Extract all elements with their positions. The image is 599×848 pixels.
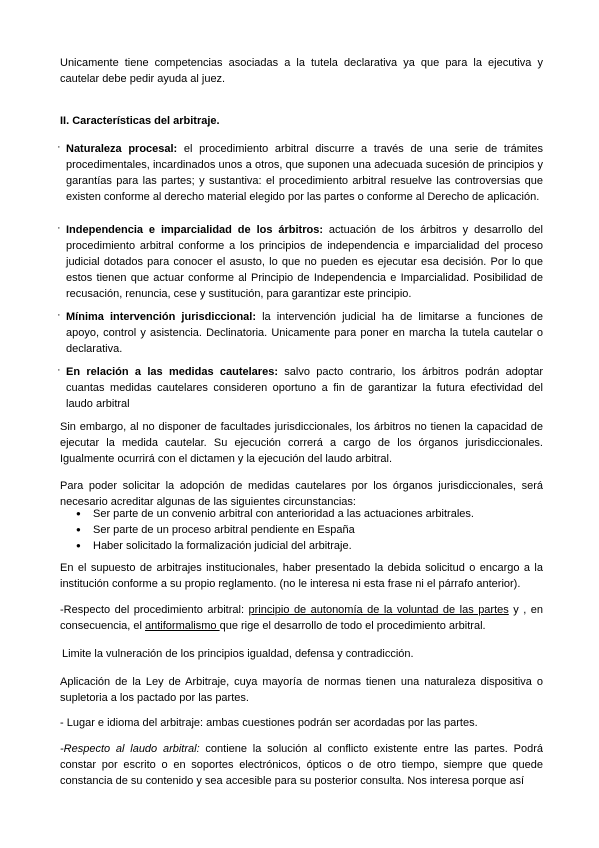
bullet-minima-intervencion <box>57 309 543 357</box>
section-heading: II. Características del arbitraje. <box>60 115 220 127</box>
bullet-marker: · <box>57 309 61 321</box>
circumstances-list <box>76 506 536 554</box>
bullet-naturaleza-procesal <box>57 141 543 205</box>
paragraph-supuesto: En el supuesto de arbitrajes institucionales, haber presentado la debida solicitud o encargo a la institución conforme a su propio reglamento. (no le interesa ni esta frase ni el párrafo anterior). <box>60 562 543 590</box>
bullet-text: la intervención judicial ha de limitarse a funciones de apoyo, control y asistencia. Declinatoria. Unicamente para poner en marcha la tutela cautelar o declarativa. <box>66 311 544 355</box>
underlined-text: principio de autonomía de la voluntad de las partes <box>248 604 509 616</box>
text-run: que rige el desarrollo de todo el procedimiento arbitral. <box>219 620 486 632</box>
paragraph-lugar-idioma: - Lugar e idioma del arbitraje: ambas cuestiones podrán ser acordadas por las partes. <box>60 717 478 729</box>
bullet-title: Naturaleza procesal: <box>66 143 178 155</box>
paragraph-laudo <box>60 741 543 789</box>
underlined-text: antiformalismo <box>145 620 220 632</box>
bullet-medidas-cautelares <box>57 364 543 412</box>
bullet-text: salvo pacto contrario, los árbitros podrán adoptar cuantas medidas cautelares consideren oportuno a fin de garantizar la futura efectividad del laudo arbitral <box>66 366 543 410</box>
paragraph-aplicacion: Aplicación de la Ley de Arbitraje, cuya mayoría de normas tienen una naturaleza dispositiva o supletoria a los pactado por las partes. <box>60 676 543 704</box>
paragraph-limite: Limite la vulneración de los principios igualdad, defensa y contradicción. <box>62 648 414 660</box>
laudo-label: -Respecto al laudo arbitral: <box>60 743 200 755</box>
bullet-marker: · <box>57 222 61 234</box>
bullet-marker: · <box>57 364 61 376</box>
bullet-title: En relación a las medidas cautelares: <box>66 366 278 378</box>
laudo-text: contiene la solución al conflicto existente entre las partes. Podrá constar por escrito o en soportes electrónicos, ópticos o de otro tiempo, siempre que quede constancia de su contenido y sea accesible para su posterior consulta. Nos interesa porque así <box>60 743 543 787</box>
bullet-text: el procedimiento arbitral discurre a través de una serie de trámites procedimentales, incardinados unos a otros, que suponen una adecuada sucesión de principios y garantías para las partes; y sustantiva: el procedimiento arbitral resuelve las controversias que existen conforme al derecho material elegido por las partes o conforme al Derecho de aplicación. <box>66 143 543 203</box>
paragraph-sin-embargo: Sin embargo, al no disponer de facultades jurisdiccionales, los árbitros no tienen la capacidad de ejecutar la medida cautelar. Su ejecución correrá a cargo de los órganos jurisdiccionales. Igualmente ocurrirá con el dictamen y la ejecución del laudo arbitral. <box>60 421 543 465</box>
bullet-independencia <box>57 222 543 302</box>
bullet-title: Independencia e imparcialidad de los árbitros: <box>66 224 323 236</box>
paragraph-respecto-procedimiento <box>60 602 543 634</box>
bullet-text: actuación de los árbitros y desarrollo del procedimiento arbitral conforme a los principios de independencia e imparcialidad del proceso judicial dotados para conocer el asusto, lo que no pueden es ejecutar esa decisión. Por lo que estos tienen que actuar conforme al Principio de Independencia e Imparcialidad. Posibilidad de recusación, renuncia, cese y sustitución, para garantizar este principio. <box>66 224 543 300</box>
bullet-marker: · <box>57 141 61 153</box>
list-item: ● Haber solicitado la formalización judicial del arbitraje. <box>76 538 536 554</box>
paragraph-para-poder: Para poder solicitar la adopción de medidas cautelares por los órganos jurisdiccionales, será necesario acreditar algunas de las siguientes circunstancias: <box>60 480 543 508</box>
intro-paragraph: Unicamente tiene competencias asociadas a la tutela declarativa ya que para la ejecutiva y cautelar debe pedir ayuda al juez. <box>60 57 543 85</box>
list-item: ● Ser parte de un convenio arbitral con anterioridad a las actuaciones arbitrales. <box>76 506 536 522</box>
text-run: -Respecto del procedimiento arbitral: <box>60 604 249 616</box>
text-run: y , en consecuencia, el <box>60 604 543 632</box>
list-item: ● Ser parte de un proceso arbitral pendiente en España <box>76 522 536 538</box>
bullet-title: Mínima intervención jurisdiccional: <box>66 311 257 323</box>
